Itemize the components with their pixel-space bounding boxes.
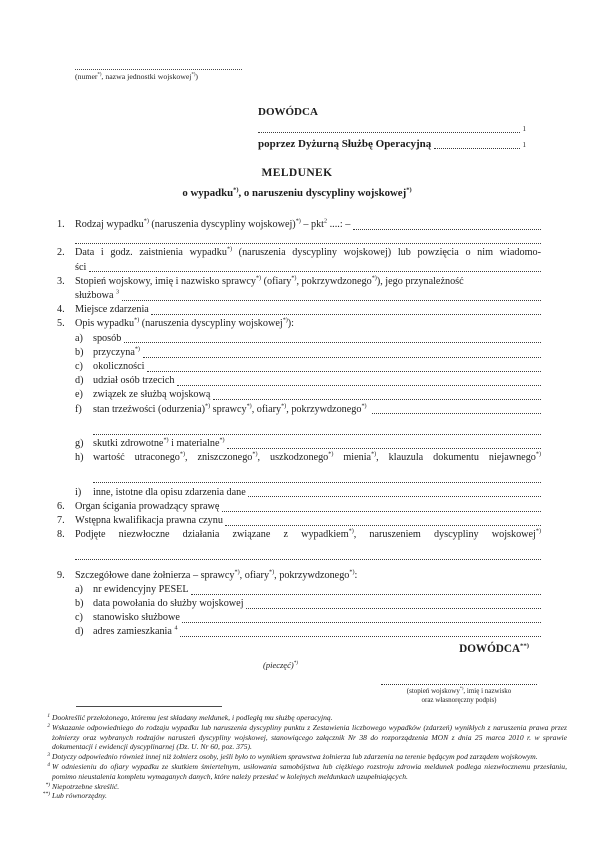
item-label [75,514,225,528]
commander-signoff [459,643,529,655]
item-label [75,303,151,317]
footnote-separator [76,706,222,707]
fill-in-line[interactable] [182,622,541,623]
text-segment: stanowisko służbowe [93,612,183,624]
superscript-mark: *) [246,403,252,410]
form-line-25 [57,583,541,597]
fill-in-line[interactable] [258,132,520,133]
item-marker: 8. [57,529,65,541]
footnote-3 [40,752,567,762]
text-segment: , uszkodzonego [257,452,329,464]
item-label [93,611,182,625]
superscript-mark: **) [520,642,529,650]
superscript-mark: *) [256,275,262,282]
item-text [93,486,541,500]
form-lines [57,218,541,640]
fill-in-line[interactable] [93,482,541,483]
text-segment: , naruszeniem dyscypliny wojskowej [353,529,536,541]
form-line-18 [57,471,541,485]
footnote-text: Lub równorzędny. [52,791,107,801]
item-marker: 7. [57,515,65,527]
footnote-text: Dotyczy odpowiednio również innej niż żołnierz osoby, jeśli było to wynikiem sprawstwa żołnierza lub zdarzenia na terenie będącym pod zarządem wojskowym. [52,752,538,762]
item-text [93,388,541,402]
text-segment: (numer [75,72,98,81]
text-segment: – pkt [300,219,325,230]
footnotes [40,713,567,801]
text-segment: , pokrzywdzonego [274,569,350,581]
footnote-marker: *) [45,781,50,788]
item-label [93,486,248,500]
form-line-4 [57,261,541,275]
text-segment: Data i godz. zaistnienia wypadku [75,247,227,259]
footnote-marker: 3 [47,752,50,759]
fill-in-line[interactable] [75,559,541,560]
fill-in-line[interactable] [372,413,541,414]
addressee-block [258,104,526,152]
item-text [93,611,541,625]
fill-in-line[interactable] [147,371,541,372]
form-line-11 [57,360,541,374]
superscript-mark: *) [205,403,211,410]
item-label [75,218,353,232]
item-marker [57,289,75,303]
item-marker: a) [75,583,83,595]
text-segment: służbowa [75,290,117,301]
addressee-title [258,104,526,120]
footnote-text: Dookreślić przełożonego, któremu jest składany meldunek, i podległą mu służbę operacyjną. [52,713,333,722]
item-label [93,625,180,639]
item-text [93,423,541,437]
text-segment: ), jego przynależność [376,275,464,287]
footnote-ref-1: 1 [522,125,526,133]
form-line-7 [57,303,541,317]
superscript-mark: *) [293,660,298,667]
signature-block [377,678,541,705]
item-marker: 4. [57,304,65,316]
item-label [75,289,122,303]
text-segment: ści [75,261,89,273]
text-segment: , ofiary [251,403,282,415]
item-text [75,246,541,260]
superscript-mark: 3 [116,289,120,296]
fill-in-line[interactable] [353,229,541,230]
superscript-mark: *) [252,451,258,458]
text-segment: mienia [333,452,372,464]
superscript-mark: *) [535,451,541,458]
footnote-text: Niepotrzebne skreślić. [52,781,120,791]
text-segment: sposób [93,332,124,344]
text-segment: ): [287,318,295,330]
via-text: poprzez Dyżurną Służbę Operacyjną [258,138,434,150]
form-line-5 [57,275,541,289]
text-segment: Szczegółowe dane żołnierza – sprawcy [75,569,235,581]
text-segment: data powołania do służby wojskowej [93,598,247,610]
item-text [93,374,541,388]
superscript-mark: *) [535,528,541,535]
superscript-mark: *) [349,569,355,576]
superscript-mark: *) [134,346,140,353]
item-text [93,471,541,485]
fill-in-line[interactable] [248,496,541,497]
item-marker: d) [75,375,84,387]
item-marker [57,548,75,562]
footnote-text: W odniesieniu do ofiary wypadku ze skutkiem śmiertelnym, usiłowania samobójstwa lub ciężkiego rozstroju zdrowia meldunek podlega niezwłocznemu przesłaniu, pomimo nieustalenia kompletu wymaganych danych, które należy przesłać w kolejnych meldunkach uzupełniających. [52,761,567,781]
item-text [75,569,541,583]
superscript-mark: *) [371,451,377,458]
text-segment: , imię i nazwisko [463,687,512,695]
item-text [93,451,541,465]
superscript-mark: *) [234,569,240,576]
footnote-2 [40,723,567,752]
item-marker: a) [75,332,83,344]
item-marker: b) [75,346,84,358]
text-segment: inne, istotne dla opisu zdarzenia dane [93,486,249,498]
fill-in-line[interactable] [93,434,541,435]
text-segment: i materialne [168,438,220,450]
fill-in-line[interactable] [213,399,541,400]
fill-in-line[interactable] [246,608,541,609]
footnote-*) [40,782,567,792]
text-segment: adres zamieszkania [93,626,175,638]
item-text [93,583,541,597]
item-text [75,232,541,246]
footnote-marker: 1 [47,713,50,719]
text-segment: (ofiary [261,275,292,287]
signature-fill-in-line[interactable] [381,678,537,685]
text-segment: przyczyna [93,346,135,358]
item-text [93,346,541,360]
form-line-8 [57,317,541,331]
item-marker: f) [75,403,82,415]
item-label [93,403,372,417]
text-segment: stan trzeźwości (odurzenia) [93,403,206,415]
item-marker [57,261,75,275]
text-segment: (pieczęć) [263,660,294,670]
item-marker: 2. [57,247,65,259]
fill-in-line[interactable] [191,594,541,595]
text-segment: , klauzula dokumentu niejawnego [376,452,536,464]
item-label [93,437,227,451]
item-label [93,332,124,346]
fill-in-line[interactable] [122,300,541,301]
text-segment: Podjęte niezwłoczne działania związane z wypadkiem [75,529,349,541]
item-text [75,289,541,303]
signature-caption-line2: oraz własnoręczny podpis) [421,695,497,704]
form-line-12 [57,374,541,388]
superscript-mark: *) [179,451,185,458]
fill-in-line[interactable] [225,525,541,526]
text-segment: Rodzaj wypadku [75,219,144,230]
text-segment: (naruszenia dyscypliny wojskowej [139,318,283,330]
unit-label [75,72,247,82]
superscript-mark: *) [134,318,140,325]
item-marker: 9. [57,569,65,581]
item-label [75,500,222,514]
footnote-text: Wskazanie odpowiedniego do rodzaju wypadku lub naruszenia dyscypliny punktu z Zestawienia liczbowego wypadków (zdarzeń) wynikłych z naruszenia prawa przez żołnierzy oraz wybranych rodzajów naruszeń dyscypliny wojskowej, stanowiącego załącznik Nr 38 do rozporządzenia MON z dnia 25 marca 2010 r. w sprawie dokumentacji i ewidencji dyscyplinarnej (Dz. U. Nr 60, poz. 375). [52,722,567,752]
text-segment: nr ewidencyjny PESEL [93,583,191,595]
item-text [75,514,541,528]
form-line-3 [57,246,541,260]
item-text [75,500,541,514]
item-text [93,597,541,611]
superscript-mark: *) [226,247,233,253]
item-marker: g) [75,438,84,450]
item-label [75,261,89,275]
superscript-mark: *) [269,569,275,576]
form-line-17 [57,451,541,465]
text-segment: , zniszczonego [185,452,253,464]
superscript-mark: *) [295,218,301,225]
text-segment: Stopień wojskowy, imię i nazwisko sprawcy [75,275,256,287]
footnote-marker: **) [42,791,50,798]
text-segment: ) [195,72,199,81]
text-segment: (naruszenia dyscypliny wojskowej) [148,219,296,230]
fill-in-line[interactable] [177,385,541,386]
text-segment: Miejsce zdarzenia [75,304,152,316]
fill-in-line[interactable] [75,243,541,244]
superscript-mark: *) [163,437,169,444]
footnote-marker: 4 [47,761,50,768]
item-label [93,360,147,374]
text-segment: , nazwa jednostki wojskowej [101,72,192,81]
item-label [93,597,246,611]
text-segment: skutki zdrowotne [93,438,164,450]
text-segment: Organ ścigania prowadzący sprawę [75,500,222,512]
seal-label [263,660,298,670]
superscript-mark: *) [143,218,149,225]
text-segment: udział osób trzecich [93,375,178,387]
item-marker: 1. [57,219,65,230]
item-label [93,346,143,360]
text-segment: : [354,569,358,581]
document-title: MELDUNEK [261,167,333,179]
item-marker: d) [75,626,84,638]
item-text [75,261,541,275]
superscript-mark: 4 [174,626,178,633]
item-label [93,374,177,388]
footnote-marker: 2 [47,722,50,729]
form-line-1 [57,218,541,232]
superscript-mark: *) [291,275,297,282]
form-line-28 [57,625,541,639]
item-marker: i) [75,486,82,498]
document-subtitle [0,187,594,199]
text-segment: wartość utraconego [93,452,180,464]
footnote-4 [40,762,567,782]
text-segment: związek ze służbą wojskową [93,389,213,401]
form-line-6 [57,289,541,303]
text-segment: Wstępna kwalifikacja prawna czynu [75,515,226,527]
form-line-19 [57,486,541,500]
item-text [93,437,541,451]
item-text [75,303,541,317]
superscript-mark: *) [282,318,288,325]
addressee-name-line [258,120,526,136]
text-segment: (naruszenia dyscypliny wojskowej) lub powzięcia o nim wiadomo- [232,247,541,259]
form-line-27 [57,611,541,625]
form-line-22 [57,528,541,542]
text-segment: Opis wypadku [75,318,135,330]
form-line-2 [57,232,541,246]
superscript-mark: *) [406,186,412,194]
form-line-20 [57,500,541,514]
item-text [93,403,541,417]
text-segment: sprawcy [210,403,247,415]
text-segment: , pokrzywdzonego [296,275,372,287]
footnote-**) [40,791,567,801]
footnote-1 [40,713,567,723]
text-segment: , pokrzywdzonego [286,403,362,415]
item-marker: b) [75,598,84,610]
text-segment: (stopień wojskowy [406,687,460,695]
text-segment: okoliczności [93,361,148,373]
form-line-10 [57,346,541,360]
item-label [93,388,213,402]
fill-in-line[interactable] [434,148,520,149]
form-line-23 [57,548,541,562]
footnote-ref-1: 1 [522,141,526,149]
item-text [75,218,541,232]
form-line-14 [57,403,541,417]
item-text [75,275,541,289]
unit-fill-in-line[interactable] [75,64,242,70]
form-line-21 [57,514,541,528]
item-marker [75,423,93,437]
addressee-text: DOWÓDCA [258,106,318,118]
form-line-24 [57,569,541,583]
item-marker: c) [75,612,83,624]
superscript-mark: *) [459,685,464,691]
item-marker: 5. [57,318,65,330]
superscript-mark: *) [328,451,334,458]
form-line-13 [57,388,541,402]
text-segment: o wypadku [182,187,234,199]
fill-in-line[interactable] [227,448,541,449]
item-marker: c) [75,361,83,373]
item-text [93,332,541,346]
fill-in-line[interactable] [222,511,541,512]
superscript-mark: *) [348,528,354,535]
item-text [93,360,541,374]
form-line-26 [57,597,541,611]
form-line-15 [57,423,541,437]
superscript-mark: *) [97,72,102,78]
signature-area [57,641,541,707]
superscript-mark: *) [281,403,287,410]
item-marker: e) [75,389,83,401]
fill-in-line[interactable] [143,357,542,358]
item-label [93,583,191,597]
via-line [258,136,526,152]
text-segment: ....: – [327,219,353,230]
item-text [75,548,541,562]
superscript-mark: *) [361,403,367,410]
item-marker: 6. [57,500,65,512]
superscript-mark: 2 [324,218,328,225]
item-text [75,317,541,331]
text-segment: , o naruszeniu dyscypliny wojskowej [238,187,407,199]
item-text [75,528,541,542]
superscript-mark: *) [233,186,239,194]
fill-in-line[interactable] [89,271,541,272]
item-marker: h) [75,452,84,464]
superscript-mark: *) [191,72,196,78]
signature-caption-line1 [377,687,541,696]
item-marker [57,232,75,246]
text-segment: , ofiary [239,569,270,581]
text-segment: DOWÓDCA [459,643,521,655]
fill-in-line[interactable] [151,314,541,315]
unit-header [75,64,247,82]
fill-in-line[interactable] [124,342,541,343]
superscript-mark: *) [371,275,377,282]
superscript-mark: *) [219,437,225,444]
item-marker: 3. [57,275,65,287]
fill-in-line[interactable] [180,636,541,637]
item-text [93,625,541,639]
item-marker [75,471,93,485]
form-line-16 [57,437,541,451]
form-line-9 [57,332,541,346]
